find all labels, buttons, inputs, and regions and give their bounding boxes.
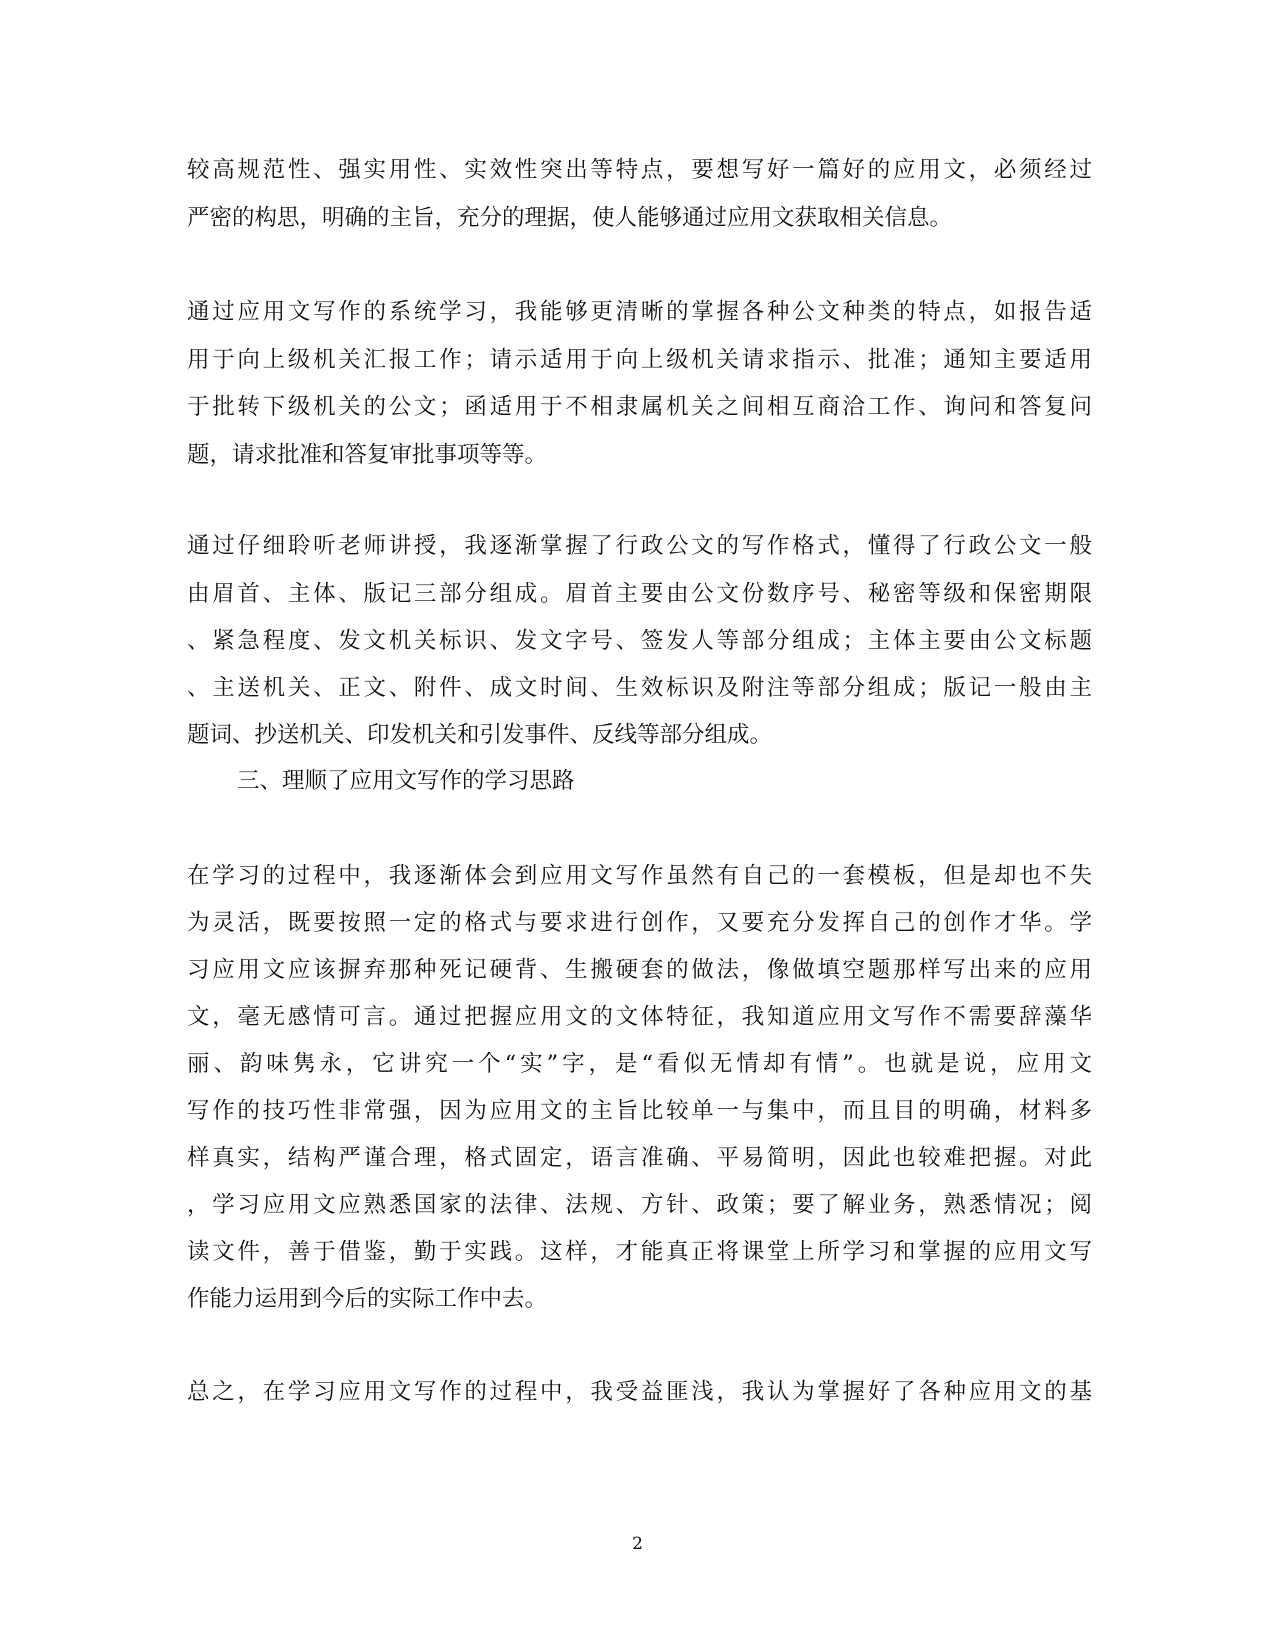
paragraph-3-line-5: 题词、抄送机关、印发机关和引发事件、反线等部分组成。 — [187, 722, 773, 748]
paragraph-2-line-2: 用于向上级机关汇报工作；请示适用于向上级机关请求指示、批准；通知主要适用 — [187, 347, 1092, 373]
paragraph-1-line-1: 较高规范性、强实用性、实效性突出等特点，要想写好一篇好的应用文，必须经过 — [187, 157, 1092, 183]
paragraph-2-line-4: 题，请求批准和答复审批事项等等。 — [187, 442, 548, 468]
paragraph-4-line-3: 习应用文应该摒弃那种死记硬背、生搬硬套的做法，像做填空题那样写出来的应用 — [187, 957, 1092, 983]
paragraph-3-line-1: 通过仔细聆听老师讲授，我逐渐掌握了行政公文的写作格式，懂得了行政公文一般 — [187, 533, 1092, 559]
paragraph-4-line-2: 为灵活，既要按照一定的格式与要求进行创作，又要充分发挥自己的创作才华。学 — [187, 910, 1092, 936]
paragraph-4-line-8: ，学习应用文应熟悉国家的法律、法规、方针、政策；要了解业务，熟悉情况；阅 — [187, 1192, 1092, 1218]
paragraph-4-line-6: 写作的技巧性非常强，因为应用文的主旨比较单一与集中，而且目的明确，材料多 — [187, 1098, 1092, 1124]
paragraph-4-line-5: 丽、韵味隽永，它讲究一个“实”字，是“看似无情却有情”。也就是说，应用文 — [187, 1051, 1092, 1077]
paragraph-4-line-10: 作能力运用到今后的实际工作中去。 — [187, 1286, 548, 1312]
paragraph-4-line-9: 读文件，善于借鉴，勤于实践。这样，才能真正将课堂上所学习和掌握的应用文写 — [187, 1239, 1092, 1265]
paragraph-4-line-1: 在学习的过程中，我逐渐体会到应用文写作虽然有自己的一套模板，但是却也不失 — [187, 863, 1092, 889]
paragraph-3-line-4: 、主送机关、正文、附件、成文时间、生效标识及附注等部分组成；版记一般由主 — [187, 675, 1092, 701]
paragraph-2-line-3: 于批转下级机关的公文；函适用于不相隶属机关之间相互商洽工作、询问和答复问 — [187, 394, 1092, 420]
paragraph-4-line-4: 文，毫无感情可言。通过把握应用文的文体特征，我知道应用文写作不需要辞藻华 — [187, 1004, 1092, 1030]
paragraph-5-line-1: 总之，在学习应用文写作的过程中，我受益匪浅，我认为掌握好了各种应用文的基 — [187, 1379, 1092, 1405]
paragraph-2-line-1: 通过应用文写作的系统学习，我能够更清晰的掌握各种公文种类的特点，如报告适 — [187, 299, 1092, 325]
section-heading: 三、理顺了应用文写作的学习思路 — [237, 768, 575, 794]
paragraph-3-line-2: 由眉首、主体、版记三部分组成。眉首主要由公文份数序号、秘密等级和保密期限 — [187, 581, 1092, 607]
paragraph-3-line-3: 、紧急程度、发文机关标识、发文字号、签发人等部分组成；主体主要由公文标题 — [187, 628, 1092, 654]
page-number: 2 — [632, 1534, 643, 1554]
paragraph-4-line-7: 样真实，结构严谨合理，格式固定，语言准确、平易简明，因此也较难把握。对此 — [187, 1145, 1092, 1171]
paragraph-1-line-2: 严密的构思，明确的主旨，充分的理据，使人能够通过应用文获取相关信息。 — [187, 205, 953, 231]
